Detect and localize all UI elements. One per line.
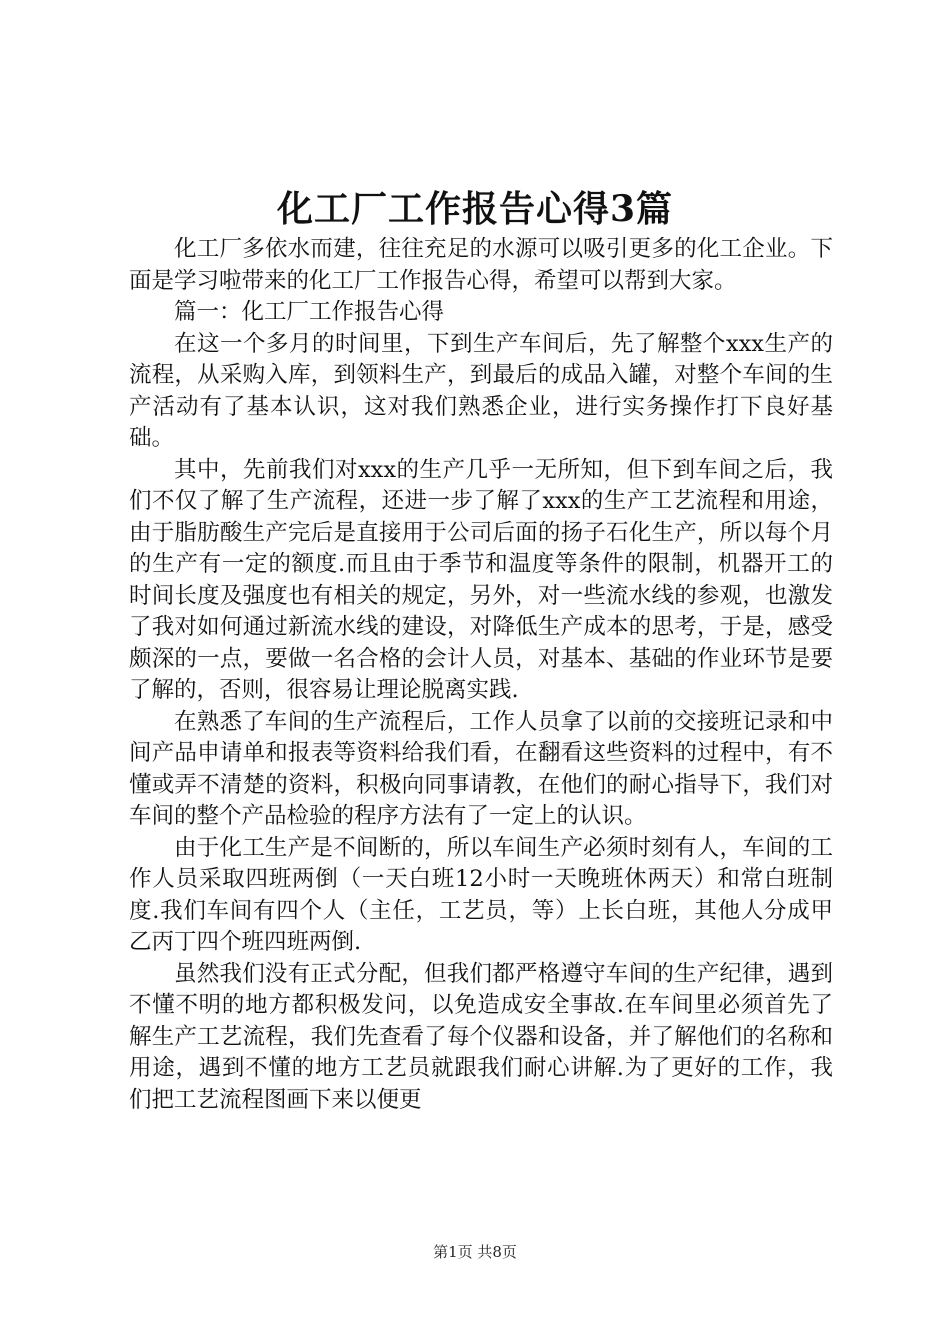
paragraph: 虽然我们没有正式分配，但我们都严格遵守车间的生产纪律，遇到不懂不明的地方都积极发问，以免造成安全事故.在车间里必须首先了解生产工艺流程，我们先查看了每个仪器和设备，并了解他们的名称和用途，遇到不懂的地方工艺员就跟我们耐心讲解.为了更好的工作，我们把工艺流程图画下来以便更 [129, 960, 833, 1113]
document-title: 化工厂工作报告心得3篇 [276, 188, 674, 230]
section-heading: 篇一：化工厂工作报告心得 [174, 299, 445, 325]
page-footer: 第1页 共8页 [433, 1243, 517, 1261]
paragraph: 由于化工生产是不间断的，所以车间生产必须时刻有人，车间的工作人员采取四班两倒（一天白班12小时一天晚班休两天）和常白班制度.我们车间有四个人（主任，工艺员，等）上长白班，其他人分成甲乙丙丁四个班四班两倒. [129, 834, 833, 955]
document-body [129, 234, 833, 1116]
paragraph: 在这一个多月的时间里，下到生产车间后，先了解整个xxx生产的流程，从采购入库，到领料生产，到最后的成品入罐，对整个车间的生产活动有了基本认识，这对我们熟悉企业，进行实务操作打下良好基础。 [129, 330, 833, 451]
paragraph: 其中，先前我们对xxx的生产几乎一无所知，但下到车间之后，我们不仅了解了生产流程，还进一步了解了xxx的生产工艺流程和用途，由于脂肪酸生产完后是直接用于公司后面的扬子石化生产，所以每个月的生产有一定的额度.而且由于季节和温度等条件的限制，机器开工的时间长度及强度也有相关的规定，另外，对一些流水线的参观，也激发了我对如何通过新流水线的建设，对降低生产成本的思考，于是，感受颇深的一点，要做一名合格的会计人员，对基本、基础的作业环节是要了解的，否则，很容易让理论脱离实践. [129, 456, 833, 703]
paragraph-intro: 化工厂多依水而建，往往充足的水源可以吸引更多的化工企业。下面是学习啦带来的化工厂工作报告心得，希望可以帮到大家。 [129, 236, 833, 294]
paragraph: 在熟悉了车间的生产流程后，工作人员拿了以前的交接班记录和中间产品申请单和报表等资料给我们看，在翻看这些资料的过程中，有不懂或弄不清楚的资料，积极向同事请教，在他们的耐心指导下，我们对车间的整个产品检验的程序方法有了一定上的认识。 [129, 708, 833, 829]
